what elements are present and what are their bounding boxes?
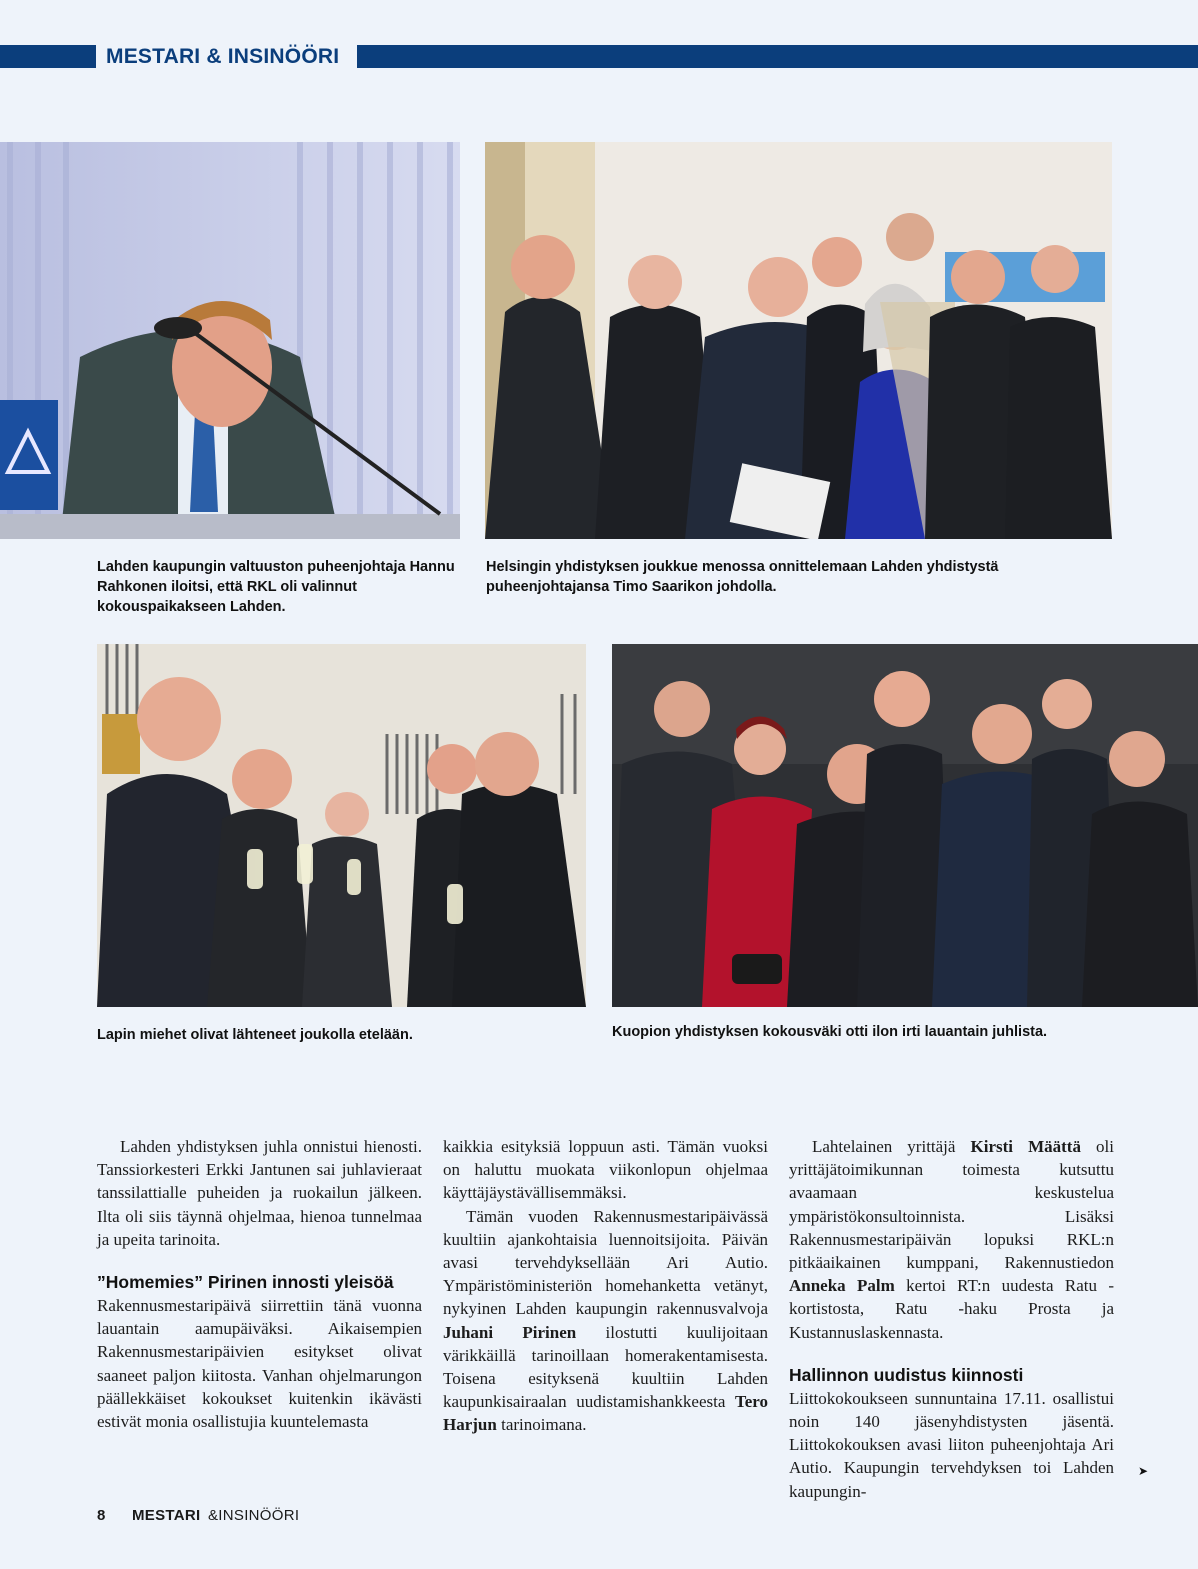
name-anneka-palm: Anneka Palm (789, 1276, 895, 1296)
article-column-2 (443, 1135, 768, 1437)
subheading-homemies: ”Homemies” Pirinen innosti yleisöä (97, 1272, 394, 1293)
article-column-1 (97, 1135, 422, 1433)
page-number: 8 (97, 1507, 106, 1524)
footer-brand-bold: MESTARI (132, 1507, 201, 1524)
photo-kuopio-group (612, 644, 1198, 1007)
continue-arrow-icon: ➤ (1138, 1464, 1149, 1478)
subheading-hallinnon-uudistus: Hallinnon uudistus kiinnosti (789, 1364, 1024, 1385)
name-kirsti-maatta: Kirsti Määttä (970, 1137, 1081, 1156)
caption-photo-1: Lahden kaupungin valtuuston puheenjohtaja Hannu Rahkonen iloitsi, että RKL oli valinnut kokouspaikakseen Lahden. (97, 559, 455, 615)
article-paragraph-2-continued: kaikkia esityksiä loppuun asti. Tämän vuoksi on haluttu muokata viikonlopun ohjelmaa käyttäjäystävällisemmäksi. (443, 1137, 768, 1203)
p3-text-c: ilostutti kuulijoitaan värikkäillä tarinoillaan homerakentamisesta. Toisena esityksenä kuultiin Lahden kaupunkisairaalan uudistamishankkeesta (443, 1322, 768, 1412)
name-tero-harjun: Tero Harjun (443, 1392, 768, 1435)
article-column-3 (789, 1135, 1114, 1503)
caption-photo-4: Kuopion yhdistyksen kokousväki otti ilon irti lauantain juhlista. (612, 1024, 1048, 1040)
footer-brand-light: &INSINÖÖRI (208, 1507, 300, 1524)
header-bar-right (357, 45, 1198, 68)
p4-text-a: Lahtelainen yrittäjä (812, 1137, 971, 1156)
article-paragraph-4 (789, 1135, 1114, 1344)
caption-photo-2: Helsingin yhdistyksen joukkue menossa onnittelemaan Lahden yhdistystä puheenjohtajansa Timo Saarikon johdolla. (486, 559, 999, 595)
magazine-header-title: MESTARI & INSINÖÖRI (106, 45, 340, 68)
p3-text-a: Tämän vuoden Rakennusmestaripäivässä kuultiin ajankohtaisia luennoitsijoita. Päivän avasi tervehdyksellään Ari Autio. Ympäristöministeriön homehanketta vetänyt, nykyinen Lahden kaupungin rakennusvalvoja (443, 1206, 768, 1319)
caption-photo-3: Lapin miehet olivat lähteneet joukolla etelään. (97, 1027, 413, 1043)
article-paragraph-2: Rakennusmestaripäivä siirrettiin tänä vuonna lauantain aamupäiväksi. Aikaisempien Rakennusmestaripäivien esitykset olivat saaneet paljon kiitosta. Vanhan ohjelmarungon päällekkäiset kokoukset kuitenkin ikävästi estivät monia osallistujia kuuntelemasta (97, 1296, 422, 1432)
p4-text-e: kertoi RT:n uudesta Ratu -kortistosta, Ratu -haku Prosta ja Kustannuslaskennasta. (789, 1276, 1114, 1342)
article-paragraph-1: Lahden yhdistyksen juhla onnistui hienosti. Tanssiorkesteri Erkki Jantunen sai juhlavieraat tanssilattialle puheiden ja ruokailun jälkeen. Ilta oli siis täynnä ohjelmaa, hienoa tunnelmaa ja upeita tarinoita. (97, 1137, 422, 1249)
photo-speaker-at-podium (0, 142, 460, 539)
p4-text-c: oli yrittäjätoimikunnan toimesta kutsuttu avaamaan keskustelua ympäristökonsultoinnista. Lisäksi Rakennusmestaripäivän lopuksi RKL:n pitkäaikainen kumppani, Rakennustiedon (789, 1137, 1114, 1273)
article-paragraph-5: Liittokokoukseen sunnuntaina 17.11. osallistui noin 140 jäsenyhdistysten jäsentä. Liittokokouksen avasi liiton puheenjohtaja Ari Autio. Kaupungin tervehdyksen toi Lahden kaupungin- (789, 1388, 1114, 1501)
p3-text-e: tarinoimana. (496, 1415, 587, 1435)
header-bar-left (0, 45, 96, 68)
name-juhani-pirinen: Juhani Pirinen (443, 1322, 577, 1342)
photo-lapland-men (97, 644, 586, 1007)
photo-helsinki-group (485, 142, 1112, 539)
article-paragraph-3 (443, 1205, 768, 1437)
